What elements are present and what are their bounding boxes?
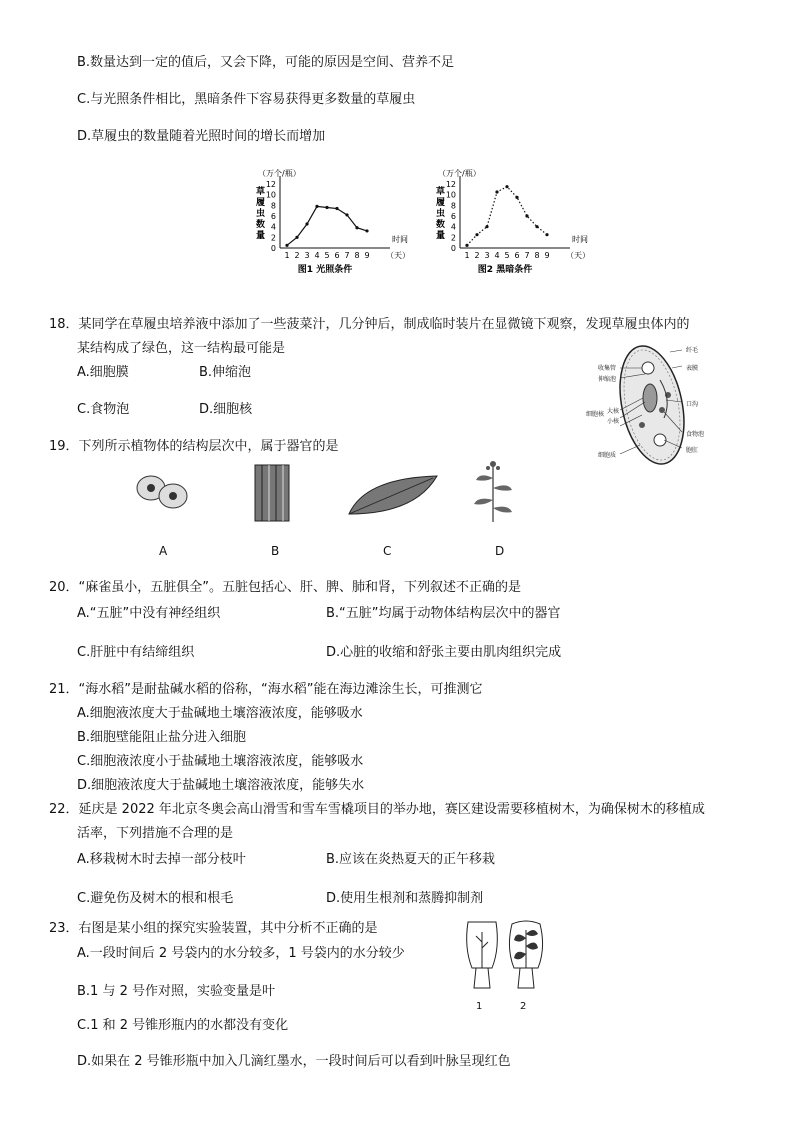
label-cilia: 纤毛 — [686, 347, 699, 354]
chart-light — [256, 168, 410, 275]
q21-option-d: D.细胞液浓度大于盐碱地土壤溶液浓度，能够失水 — [77, 778, 365, 793]
series-line — [287, 206, 367, 245]
data-point — [475, 233, 478, 236]
label-cytoplasm: 细胞质 — [598, 452, 617, 459]
q20-stem: 20．“麻雀虽小，五脏俱全”。五脏包括心、肝、脾、肺和肾，下列叙述不正确的是 — [49, 580, 522, 595]
label-pellicle: 表膜 — [686, 365, 699, 372]
x-tick-label: 7 — [344, 251, 350, 260]
y-tick-label: 6 — [450, 212, 456, 221]
q19-cells-image — [133, 468, 193, 518]
data-point — [345, 213, 348, 216]
y-tick-label: 6 — [270, 212, 276, 221]
y-axis-label-char: 量 — [436, 231, 446, 241]
q21-option-c: C.细胞液浓度小于盐碱地土壤溶液浓度，能够吸水 — [77, 754, 364, 769]
q18-option-d: D.细胞核 — [199, 402, 253, 417]
q20-option-b: B.“五脏”均属于动物体结构层次中的器官 — [326, 606, 561, 621]
label-micronucleus: 小核 — [607, 418, 620, 425]
x-tick-label: 8 — [354, 251, 360, 260]
q19-label-b: B — [271, 544, 280, 558]
q21-option-a: A.细胞液浓度大于盐碱地土壤溶液浓度，能够吸水 — [77, 706, 363, 721]
y-axis-label-char: 履 — [256, 198, 266, 208]
q17-option-c: C.与光照条件相比，黑暗条件下容易获得更多数量的草履虫 — [77, 92, 416, 107]
q22-option-a: A.移栽树木时去掉一部分枝叶 — [77, 852, 246, 867]
q22-option-b: B.应该在炎热夏天的正午移栽 — [326, 852, 496, 867]
x-tick-label: 4 — [314, 251, 320, 260]
q23-option-c: C.1 和 2 号锥形瓶内的水都没有变化 — [77, 1018, 289, 1033]
y-axis-label-char: 虫 — [436, 209, 446, 219]
label-macronucleus: 大核 — [607, 408, 620, 415]
q23-stem: 23．右图是某小组的探究实验装置，其中分析不正确的是 — [49, 921, 378, 936]
q17-option-d: D.草履虫的数量随着光照时间的增长而增加 — [77, 129, 326, 144]
chart-dark — [436, 168, 590, 275]
x-tick-label: 1 — [284, 251, 290, 260]
data-point — [285, 244, 288, 247]
y-unit-label: （万个/瓶） — [438, 169, 481, 178]
x-tick-label: 6 — [334, 251, 340, 260]
x-tick-label: 2 — [294, 251, 300, 260]
x-tick-label: 3 — [484, 251, 490, 260]
q19-label-c: C — [383, 544, 392, 558]
q21-stem: 21．“海水稻”是耐盐碱水稻的俗称，“海水稻”能在海边滩涂生长，可推测它 — [49, 682, 483, 697]
label-oral-groove: 口沟 — [686, 401, 699, 408]
q18-stem-line2: 某结构成了绿色，这一结构最可能是 — [77, 341, 286, 356]
data-point — [325, 206, 328, 209]
q20-option-c: C.肝脏中有结缔组织 — [77, 645, 195, 660]
y-axis-label-char: 履 — [436, 198, 446, 208]
q19-stem: 19．下列所示植物体的结构层次中，属于器官的是 — [49, 439, 339, 454]
q23-option-b: B.1 与 2 号作对照，实验变量是叶 — [77, 984, 275, 999]
y-tick-label: 4 — [450, 222, 456, 232]
q22-option-d: D.使用生根剂和蒸腾抑制剂 — [326, 891, 484, 906]
x-tick-label: 5 — [504, 251, 510, 260]
x-tick-label: 1 — [464, 251, 470, 260]
y-tick-label: 10 — [265, 190, 276, 200]
y-tick-label: 12 — [265, 180, 276, 189]
q22-stem-line2: 活率，下列措施不合理的是 — [77, 826, 234, 841]
q20-option-d: D.心脏的收缩和舒张主要由肌肉组织完成 — [326, 645, 562, 660]
q18-option-c: C.食物泡 — [77, 402, 130, 417]
y-tick-label: 10 — [445, 190, 456, 200]
chart-title: 图1 光照条件 — [297, 265, 353, 275]
x-axis-label: 时间 — [392, 235, 408, 244]
y-tick-label: 2 — [450, 233, 456, 243]
y-axis-label-char: 量 — [256, 231, 266, 241]
q19-label-a: A — [159, 544, 168, 558]
q23-experiment-figure — [462, 918, 552, 996]
data-point — [485, 225, 488, 228]
q19-leaf-image — [345, 470, 440, 520]
q23-figure-label-1: 1 — [476, 1001, 483, 1012]
data-point — [465, 244, 468, 247]
y-tick-label: 0 — [450, 244, 456, 253]
x-tick-label: 4 — [494, 251, 500, 260]
x-tick-label: 2 — [474, 251, 480, 260]
label-anal-pore: 胞肛 — [686, 447, 699, 454]
data-point — [545, 233, 548, 236]
q23-option-d: D.如果在 2 号锥形瓶中加入几滴红墨水，一段时间后可以看到叶脉呈现红色 — [77, 1054, 511, 1069]
label-nucleus: 细胞核 — [586, 411, 605, 418]
q19-label-d: D — [495, 544, 505, 558]
q18-option-a: A.细胞膜 — [77, 365, 129, 380]
data-point — [355, 226, 358, 229]
x-axis-label: 时间 — [572, 235, 588, 244]
q22-option-c: C.避免伤及树木的根和根毛 — [77, 891, 234, 906]
series-line — [467, 187, 547, 246]
y-tick-label: 4 — [270, 222, 276, 232]
data-point — [335, 207, 338, 210]
y-tick-label: 2 — [270, 233, 276, 243]
y-tick-label: 0 — [270, 244, 276, 253]
label-collecting-tube: 收集管 — [598, 365, 617, 372]
x-unit-label: （天） — [566, 251, 590, 260]
x-tick-label: 7 — [524, 251, 530, 260]
q21-option-b: B.细胞壁能阻止盐分进入细胞 — [77, 730, 247, 745]
q18-stem-line1: 18．某同学在草履虫培养液中添加了一些菠菜汁，几分钟后，制成临时装片在显微镜下观察，发现草履虫体内的 — [49, 317, 690, 332]
x-tick-label: 6 — [514, 251, 520, 260]
x-tick-label: 8 — [534, 251, 540, 260]
y-axis-label-char: 数 — [436, 220, 446, 230]
data-point — [515, 196, 518, 199]
y-tick-label: 12 — [445, 180, 456, 189]
q17-charts — [240, 160, 600, 280]
q20-option-a: A.“五脏”中没有神经组织 — [77, 606, 221, 621]
y-tick-label: 8 — [270, 201, 276, 211]
data-point — [495, 190, 498, 193]
y-axis-label-char: 草 — [256, 187, 266, 197]
data-point — [315, 205, 318, 208]
x-tick-label: 9 — [364, 251, 370, 260]
q22-stem-line1: 22．延庆是 2022 年北京冬奥会高山滑雪和雪车雪橇项目的举办地，赛区建设需要移植树木，为确保树木的移植成 — [49, 802, 705, 817]
q23-figure-label-2: 2 — [520, 1001, 527, 1012]
data-point — [525, 214, 528, 217]
y-axis-label-char: 数 — [256, 220, 266, 230]
label-contractile-vacuole: 伸缩泡 — [598, 376, 617, 383]
y-unit-label: （万个/瓶） — [258, 169, 301, 178]
label-food-vacuole: 食物泡 — [686, 431, 705, 438]
x-tick-label: 5 — [324, 251, 330, 260]
data-point — [535, 225, 538, 228]
x-unit-label: （天） — [386, 251, 410, 260]
data-point — [305, 222, 308, 225]
y-tick-label: 8 — [450, 201, 456, 211]
y-axis-label-char: 草 — [436, 187, 446, 197]
x-tick-label: 3 — [304, 251, 310, 260]
data-point — [365, 229, 368, 232]
q18-option-b: B.伸缩泡 — [199, 365, 252, 380]
data-point — [295, 236, 298, 239]
x-tick-label: 9 — [544, 251, 550, 260]
q23-option-a: A.一段时间后 2 号袋内的水分较多，1 号袋内的水分较少 — [77, 946, 405, 961]
y-axis-label-char: 虫 — [256, 209, 266, 219]
data-point — [505, 185, 508, 188]
q19-plant-image — [468, 458, 518, 524]
chart-title: 图2 黑暗条件 — [477, 265, 533, 275]
q17-option-b: B.数量达到一定的值后，又会下降，可能的原因是空间、营养不足 — [77, 55, 455, 70]
q19-tissue-image — [252, 463, 292, 523]
